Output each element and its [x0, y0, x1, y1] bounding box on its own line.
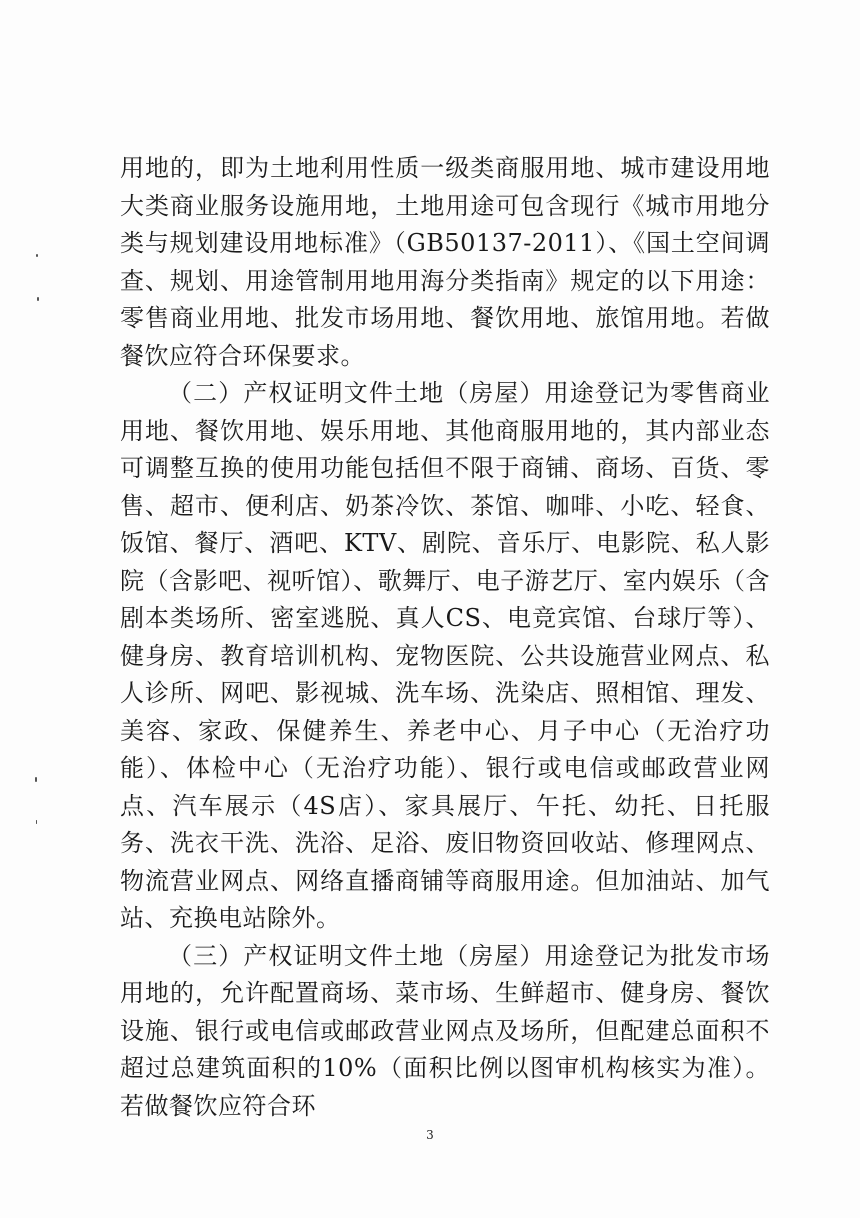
scan-speck: [37, 297, 39, 301]
scan-speck: [36, 820, 37, 824]
paragraph-section-three: （三）产权证明文件土地（房屋）用途登记为批发市场用地的，允许配置商场、菜市场、生鲜超市、健身房、餐饮设施、银行或电信或邮政营业网点及场所，但配建总面积不超过总建筑面积的10%（面积比例以图审机构核实为准）。若做餐饮应符合环: [120, 941, 770, 1120]
paragraph-land-use-continuation: 用地的，即为土地利用性质一级类商服用地、城市建设用地大类商业服务设施用地，土地用途可包含现行《城市用地分类与规划建设用地标准》（GB50137-2011）、《国土空间调查、规划、用途管制用地用海分类指南》规定的以下用途：零售商业用地、批发市场用地、餐饮用地、旅馆用地。若做餐饮应符合环保要求。: [120, 154, 770, 370]
page-number: 3: [426, 1128, 434, 1142]
paragraph-section-two: （二）产权证明文件土地（房屋）用途登记为零售商业用地、餐饮用地、娱乐用地、其他商服用地的，其内部业态可调整互换的使用功能包括但不限于商铺、商场、百货、零售、超市、便利店、奶茶冷饮、茶馆、咖啡、小吃、轻食、饭馆、餐厅、酒吧、KTV、剧院、音乐厅、电影院、私人影院（含影吧、视听馆）、歌舞厅、电子游艺厅、室内娱乐（含剧本类场所、密室逃脱、真人CS、电竞宾馆、台球厅等）、健身房、教育培训机构、宠物医院、公共设施营业网点、私人诊所、网吧、影视城、洗车场、洗染店、照相馆、理发、美容、家政、保健养生、养老中心、月子中心（无治疗功能）、体检中心（无治疗功能）、银行或电信或邮政营业网点、汽车展示（4S店）、家具展厅、午托、幼托、日托服务、洗衣干洗、洗浴、足浴、废旧物资回收站、修理网点、物流营业网点、网络直播商铺等商服用途。但加油站、加气站、充换电站除外。: [120, 379, 770, 932]
scan-speck: [35, 777, 37, 782]
scan-speck: [36, 254, 38, 257]
document-body: [120, 150, 770, 1125]
